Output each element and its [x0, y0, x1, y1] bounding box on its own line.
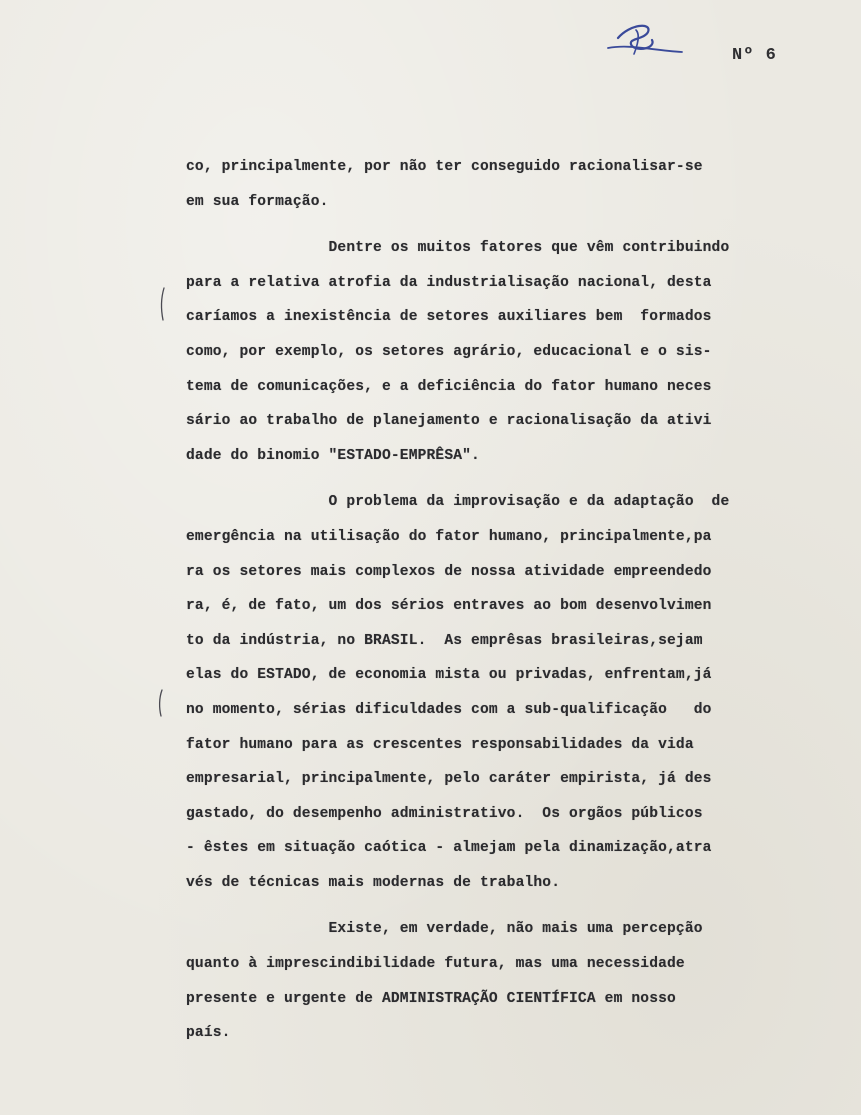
text-line: empresarial, principalmente, pelo caráter empirista, já des — [186, 771, 712, 788]
text-line: país. — [186, 1025, 231, 1042]
text-line: como, por exemplo, os setores agrário, educacional e o sis- — [186, 343, 712, 360]
text-line: sário ao trabalho de planejamento e racionalisação da ativi — [186, 413, 712, 430]
text-line: para a relativa atrofia da industrialisação nacional, desta — [186, 274, 712, 291]
text-line: presente e urgente de ADMINISTRAÇÃO CIENTÍFICA em nosso — [186, 990, 676, 1007]
paragraph — [186, 912, 806, 1050]
text-line: no momento, sérias dificuldades com a sub-qualificação do — [186, 701, 712, 718]
text-line: Existe, em verdade, não mais uma percepção — [186, 921, 703, 938]
margin-mark — [156, 688, 166, 718]
paragraph — [186, 485, 806, 900]
paragraph — [186, 231, 806, 473]
text-line: ra os setores mais complexos de nossa atividade empreendedo — [186, 563, 712, 580]
text-line: to da indústria, no BRASIL. As emprêsas brasileiras,sejam — [186, 632, 703, 649]
text-line: O problema da improvisação e da adaptação de — [186, 494, 730, 511]
text-line: ra, é, de fato, um dos sérios entraves ao bom desenvolvimen — [186, 598, 712, 615]
page-number: Nº 6 — [732, 46, 777, 65]
typed-body-text — [186, 150, 806, 1051]
text-line: emergência na utilisação do fator humano, principalmente,pa — [186, 528, 712, 545]
text-line: dade do binomio "ESTADO-EMPRÊSA". — [186, 447, 480, 464]
text-line: quanto à imprescindibilidade futura, mas uma necessidade — [186, 956, 685, 973]
text-line: Dentre os muitos fatores que vêm contribuindo — [186, 240, 730, 257]
margin-mark — [158, 286, 168, 322]
text-line: caríamos a inexistência de setores auxiliares bem formados — [186, 309, 712, 326]
text-line: elas do ESTADO, de economia mista ou privadas, enfrentam,já — [186, 667, 712, 684]
text-line: tema de comunicações, e a deficiência do fator humano neces — [186, 378, 712, 395]
handwritten-initials — [600, 18, 690, 63]
text-line: - êstes em situação caótica - almejam pela dinamização,atra — [186, 840, 712, 857]
text-line: co, principalmente, por não ter conseguido racionalisar-se — [186, 159, 703, 175]
text-line: vés de técnicas mais modernas de trabalho. — [186, 874, 561, 891]
text-line: gastado, do desempenho administrativo. Os orgãos públicos — [186, 805, 703, 822]
text-line: em sua formação. — [186, 193, 329, 210]
text-line: fator humano para as crescentes responsabilidades da vida — [186, 736, 694, 753]
paragraph — [186, 150, 806, 219]
